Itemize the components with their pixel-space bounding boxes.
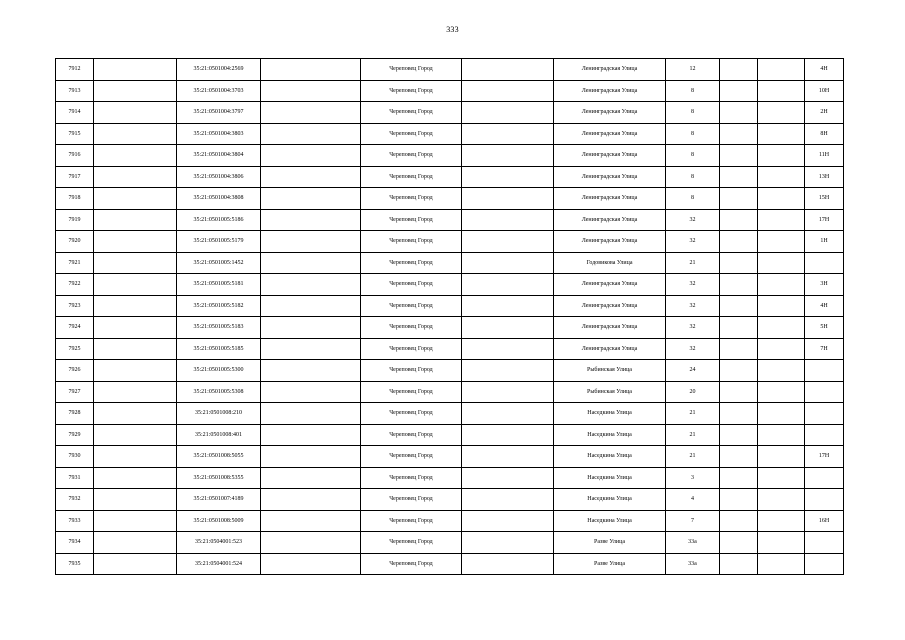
record-number-cell: 7925: [56, 338, 94, 360]
blank-cell-e: [758, 532, 805, 554]
table-row: [56, 510, 844, 532]
blank-cell-a: [94, 252, 177, 274]
cadastral-number-cell: 35:21:0501005:5181: [177, 274, 261, 296]
house-number-cell: 32: [666, 338, 720, 360]
blank-cell-e: [758, 123, 805, 145]
blank-cell-e: [758, 80, 805, 102]
blank-cell-e: [758, 467, 805, 489]
premises-number-cell: 17Н: [805, 209, 844, 231]
blank-cell-e: [758, 59, 805, 81]
blank-cell-e: [758, 252, 805, 274]
table-row: [56, 252, 844, 274]
blank-cell-c: [462, 489, 554, 511]
blank-cell-a: [94, 274, 177, 296]
blank-cell-b: [261, 145, 361, 167]
premises-number-cell: [805, 360, 844, 382]
page-number: 333: [446, 25, 459, 34]
street-cell: Ленинградская Улица: [554, 274, 666, 296]
blank-cell-d: [720, 338, 758, 360]
blank-cell-e: [758, 317, 805, 339]
premises-number-cell: 1Н: [805, 231, 844, 253]
table-row: [56, 102, 844, 124]
table-row: [56, 123, 844, 145]
blank-cell-c: [462, 317, 554, 339]
premises-number-cell: [805, 403, 844, 425]
house-number-cell: 8: [666, 123, 720, 145]
cadastral-number-cell: 35:21:0501008:5355: [177, 467, 261, 489]
house-number-cell: 33а: [666, 553, 720, 575]
blank-cell-b: [261, 274, 361, 296]
record-number-cell: 7924: [56, 317, 94, 339]
house-number-cell: 21: [666, 252, 720, 274]
blank-cell-a: [94, 295, 177, 317]
blank-cell-b: [261, 510, 361, 532]
blank-cell-b: [261, 381, 361, 403]
cadastral-number-cell: 35:21:0501004:2569: [177, 59, 261, 81]
table-row: [56, 274, 844, 296]
blank-cell-b: [261, 209, 361, 231]
blank-cell-c: [462, 510, 554, 532]
blank-cell-e: [758, 145, 805, 167]
cadastral-number-cell: 35:21:0501008:5009: [177, 510, 261, 532]
blank-cell-d: [720, 188, 758, 210]
premises-number-cell: [805, 553, 844, 575]
blank-cell-d: [720, 59, 758, 81]
house-number-cell: 32: [666, 295, 720, 317]
blank-cell-a: [94, 188, 177, 210]
city-cell: Череповец Город: [361, 59, 462, 81]
city-cell: Череповец Город: [361, 424, 462, 446]
blank-cell-a: [94, 231, 177, 253]
blank-cell-d: [720, 123, 758, 145]
cadastral-number-cell: 35:21:0501004:3806: [177, 166, 261, 188]
blank-cell-d: [720, 209, 758, 231]
record-number-cell: 7914: [56, 102, 94, 124]
cadastral-number-cell: 35:21:0501005:5182: [177, 295, 261, 317]
city-cell: Череповец Город: [361, 510, 462, 532]
record-number-cell: 7916: [56, 145, 94, 167]
blank-cell-a: [94, 317, 177, 339]
cadastral-number-cell: 35:21:0501007:4189: [177, 489, 261, 511]
blank-cell-a: [94, 360, 177, 382]
city-cell: Череповец Город: [361, 489, 462, 511]
blank-cell-e: [758, 166, 805, 188]
city-cell: Череповец Город: [361, 102, 462, 124]
blank-cell-a: [94, 446, 177, 468]
street-cell: Рыбинская Улица: [554, 381, 666, 403]
blank-cell-b: [261, 188, 361, 210]
city-cell: Череповец Город: [361, 295, 462, 317]
premises-number-cell: 4Н: [805, 295, 844, 317]
blank-cell-c: [462, 295, 554, 317]
premises-number-cell: [805, 467, 844, 489]
blank-cell-c: [462, 381, 554, 403]
house-number-cell: 24: [666, 360, 720, 382]
blank-cell-c: [462, 209, 554, 231]
premises-number-cell: 7Н: [805, 338, 844, 360]
street-cell: Наседкина Улица: [554, 403, 666, 425]
cadastral-number-cell: 35:21:0501004:3808: [177, 188, 261, 210]
street-cell: Ленинградская Улица: [554, 123, 666, 145]
table-row: [56, 446, 844, 468]
blank-cell-d: [720, 532, 758, 554]
blank-cell-a: [94, 209, 177, 231]
blank-cell-a: [94, 166, 177, 188]
blank-cell-d: [720, 403, 758, 425]
house-number-cell: 8: [666, 102, 720, 124]
street-cell: Ленинградская Улица: [554, 317, 666, 339]
city-cell: Череповец Город: [361, 274, 462, 296]
city-cell: Череповец Город: [361, 360, 462, 382]
premises-number-cell: 17Н: [805, 446, 844, 468]
blank-cell-a: [94, 80, 177, 102]
cadastral-number-cell: 35:21:0501005:5179: [177, 231, 261, 253]
city-cell: Череповец Город: [361, 252, 462, 274]
city-cell: Череповец Город: [361, 553, 462, 575]
blank-cell-d: [720, 510, 758, 532]
premises-number-cell: 5Н: [805, 317, 844, 339]
house-number-cell: 3: [666, 467, 720, 489]
record-number-cell: 7931: [56, 467, 94, 489]
street-cell: Ленинградская Улица: [554, 80, 666, 102]
street-cell: Наседкина Улица: [554, 489, 666, 511]
blank-cell-c: [462, 80, 554, 102]
blank-cell-c: [462, 467, 554, 489]
street-cell: Годовикова Улица: [554, 252, 666, 274]
blank-cell-a: [94, 489, 177, 511]
blank-cell-d: [720, 424, 758, 446]
city-cell: Череповец Город: [361, 381, 462, 403]
city-cell: Череповец Город: [361, 317, 462, 339]
blank-cell-a: [94, 381, 177, 403]
street-cell: Ленинградская Улица: [554, 188, 666, 210]
cadastral-number-cell: 35:21:0501005:1452: [177, 252, 261, 274]
house-number-cell: 21: [666, 424, 720, 446]
blank-cell-d: [720, 274, 758, 296]
record-number-cell: 7933: [56, 510, 94, 532]
premises-number-cell: 16Н: [805, 510, 844, 532]
street-cell: Ленинградская Улица: [554, 231, 666, 253]
blank-cell-c: [462, 59, 554, 81]
blank-cell-e: [758, 424, 805, 446]
table-row: [56, 188, 844, 210]
house-number-cell: 32: [666, 231, 720, 253]
blank-cell-e: [758, 446, 805, 468]
street-cell: Ленинградская Улица: [554, 102, 666, 124]
blank-cell-c: [462, 252, 554, 274]
table-row: [56, 166, 844, 188]
table-row: [56, 231, 844, 253]
blank-cell-e: [758, 188, 805, 210]
blank-cell-c: [462, 123, 554, 145]
blank-cell-b: [261, 295, 361, 317]
house-number-cell: 8: [666, 80, 720, 102]
premises-number-cell: 11Н: [805, 145, 844, 167]
premises-number-cell: 13Н: [805, 166, 844, 188]
table-row: [56, 553, 844, 575]
blank-cell-c: [462, 403, 554, 425]
blank-cell-b: [261, 532, 361, 554]
city-cell: Череповец Город: [361, 338, 462, 360]
blank-cell-e: [758, 295, 805, 317]
street-cell: Наседкина Улица: [554, 424, 666, 446]
blank-cell-a: [94, 424, 177, 446]
street-cell: Наседкина Улица: [554, 510, 666, 532]
premises-number-cell: [805, 424, 844, 446]
blank-cell-e: [758, 338, 805, 360]
blank-cell-a: [94, 123, 177, 145]
record-number-cell: 7930: [56, 446, 94, 468]
street-cell: Рыбинская Улица: [554, 360, 666, 382]
record-number-cell: 7923: [56, 295, 94, 317]
blank-cell-d: [720, 317, 758, 339]
premises-number-cell: 8Н: [805, 123, 844, 145]
table-row: [56, 80, 844, 102]
blank-cell-e: [758, 489, 805, 511]
blank-cell-c: [462, 231, 554, 253]
house-number-cell: 20: [666, 381, 720, 403]
blank-cell-b: [261, 80, 361, 102]
street-cell: Наседкина Улица: [554, 467, 666, 489]
blank-cell-e: [758, 553, 805, 575]
blank-cell-b: [261, 424, 361, 446]
record-number-cell: 7932: [56, 489, 94, 511]
blank-cell-c: [462, 166, 554, 188]
blank-cell-c: [462, 424, 554, 446]
house-number-cell: 32: [666, 317, 720, 339]
cadastral-number-cell: 35:21:0501005:5308: [177, 381, 261, 403]
city-cell: Череповец Город: [361, 209, 462, 231]
blank-cell-a: [94, 467, 177, 489]
blank-cell-b: [261, 360, 361, 382]
blank-cell-c: [462, 188, 554, 210]
blank-cell-b: [261, 403, 361, 425]
premises-number-cell: [805, 381, 844, 403]
blank-cell-b: [261, 102, 361, 124]
premises-number-cell: 4Н: [805, 59, 844, 81]
blank-cell-a: [94, 553, 177, 575]
blank-cell-b: [261, 59, 361, 81]
blank-cell-a: [94, 338, 177, 360]
blank-cell-e: [758, 102, 805, 124]
street-cell: Наседкина Улица: [554, 446, 666, 468]
blank-cell-d: [720, 295, 758, 317]
blank-cell-a: [94, 145, 177, 167]
table-row: [56, 145, 844, 167]
city-cell: Череповец Город: [361, 145, 462, 167]
record-number-cell: 7917: [56, 166, 94, 188]
street-cell: Ленинградская Улица: [554, 166, 666, 188]
registry-table: [55, 58, 844, 575]
cadastral-number-cell: 35:21:0501005:5185: [177, 338, 261, 360]
blank-cell-e: [758, 274, 805, 296]
cadastral-number-cell: 35:21:0501005:5183: [177, 317, 261, 339]
blank-cell-c: [462, 553, 554, 575]
record-number-cell: 7928: [56, 403, 94, 425]
house-number-cell: 32: [666, 274, 720, 296]
cadastral-number-cell: 35:21:0504001:524: [177, 553, 261, 575]
table-row: [56, 403, 844, 425]
street-cell: Ленинградская Улица: [554, 59, 666, 81]
blank-cell-b: [261, 231, 361, 253]
blank-cell-d: [720, 489, 758, 511]
blank-cell-a: [94, 510, 177, 532]
cadastral-number-cell: 35:21:0501004:3804: [177, 145, 261, 167]
cadastral-number-cell: 35:21:0501008:210: [177, 403, 261, 425]
blank-cell-e: [758, 510, 805, 532]
street-cell: Разве Улица: [554, 532, 666, 554]
record-number-cell: 7929: [56, 424, 94, 446]
record-number-cell: 7919: [56, 209, 94, 231]
record-number-cell: 7912: [56, 59, 94, 81]
blank-cell-c: [462, 145, 554, 167]
house-number-cell: 21: [666, 446, 720, 468]
blank-cell-d: [720, 446, 758, 468]
table-row: [56, 209, 844, 231]
house-number-cell: 21: [666, 403, 720, 425]
city-cell: Череповец Город: [361, 446, 462, 468]
street-cell: Ленинградская Улица: [554, 209, 666, 231]
blank-cell-d: [720, 467, 758, 489]
blank-cell-e: [758, 209, 805, 231]
city-cell: Череповец Город: [361, 532, 462, 554]
premises-number-cell: 15Н: [805, 188, 844, 210]
record-number-cell: 7918: [56, 188, 94, 210]
blank-cell-b: [261, 317, 361, 339]
blank-cell-e: [758, 231, 805, 253]
table-row: [56, 338, 844, 360]
house-number-cell: 32: [666, 209, 720, 231]
premises-number-cell: [805, 489, 844, 511]
street-cell: Ленинградская Улица: [554, 145, 666, 167]
blank-cell-d: [720, 166, 758, 188]
blank-cell-d: [720, 80, 758, 102]
blank-cell-d: [720, 231, 758, 253]
table-row: [56, 532, 844, 554]
city-cell: Череповец Город: [361, 467, 462, 489]
blank-cell-e: [758, 360, 805, 382]
cadastral-number-cell: 35:21:0501005:5300: [177, 360, 261, 382]
record-number-cell: 7921: [56, 252, 94, 274]
blank-cell-c: [462, 360, 554, 382]
blank-cell-b: [261, 467, 361, 489]
city-cell: Череповец Город: [361, 80, 462, 102]
premises-number-cell: [805, 252, 844, 274]
record-number-cell: 7927: [56, 381, 94, 403]
street-cell: Ленинградская Улица: [554, 338, 666, 360]
blank-cell-c: [462, 102, 554, 124]
house-number-cell: 7: [666, 510, 720, 532]
street-cell: Разве Улица: [554, 553, 666, 575]
table-row: [56, 381, 844, 403]
blank-cell-b: [261, 553, 361, 575]
blank-cell-b: [261, 166, 361, 188]
cadastral-number-cell: 35:21:0501005:5186: [177, 209, 261, 231]
cadastral-number-cell: 35:21:0501004:3803: [177, 123, 261, 145]
blank-cell-b: [261, 338, 361, 360]
table-row: [56, 59, 844, 81]
house-number-cell: 33а: [666, 532, 720, 554]
record-number-cell: 7920: [56, 231, 94, 253]
premises-number-cell: 3Н: [805, 274, 844, 296]
city-cell: Череповец Город: [361, 123, 462, 145]
blank-cell-d: [720, 102, 758, 124]
blank-cell-b: [261, 123, 361, 145]
blank-cell-c: [462, 338, 554, 360]
blank-cell-a: [94, 59, 177, 81]
blank-cell-a: [94, 403, 177, 425]
table-row: [56, 489, 844, 511]
cadastral-number-cell: 35:21:0501008:401: [177, 424, 261, 446]
cadastral-number-cell: 35:21:0501008:5055: [177, 446, 261, 468]
premises-number-cell: 2Н: [805, 102, 844, 124]
city-cell: Череповец Город: [361, 403, 462, 425]
blank-cell-d: [720, 252, 758, 274]
blank-cell-d: [720, 381, 758, 403]
record-number-cell: 7915: [56, 123, 94, 145]
blank-cell-a: [94, 532, 177, 554]
blank-cell-d: [720, 145, 758, 167]
blank-cell-d: [720, 360, 758, 382]
table-row: [56, 317, 844, 339]
house-number-cell: 8: [666, 145, 720, 167]
city-cell: Череповец Город: [361, 188, 462, 210]
record-number-cell: 7922: [56, 274, 94, 296]
registry-table-body: [56, 59, 844, 575]
street-cell: Ленинградская Улица: [554, 295, 666, 317]
record-number-cell: 7926: [56, 360, 94, 382]
blank-cell-a: [94, 102, 177, 124]
city-cell: Череповец Город: [361, 166, 462, 188]
blank-cell-e: [758, 403, 805, 425]
blank-cell-c: [462, 446, 554, 468]
blank-cell-b: [261, 489, 361, 511]
house-number-cell: 8: [666, 166, 720, 188]
table-row: [56, 467, 844, 489]
city-cell: Череповец Город: [361, 231, 462, 253]
premises-number-cell: [805, 532, 844, 554]
blank-cell-d: [720, 553, 758, 575]
blank-cell-b: [261, 446, 361, 468]
blank-cell-e: [758, 381, 805, 403]
table-row: [56, 424, 844, 446]
record-number-cell: 7913: [56, 80, 94, 102]
cadastral-number-cell: 35:21:0501004:3703: [177, 80, 261, 102]
premises-number-cell: 10Н: [805, 80, 844, 102]
house-number-cell: 12: [666, 59, 720, 81]
blank-cell-c: [462, 532, 554, 554]
house-number-cell: 4: [666, 489, 720, 511]
house-number-cell: 8: [666, 188, 720, 210]
table-row: [56, 295, 844, 317]
record-number-cell: 7935: [56, 553, 94, 575]
table-row: [56, 360, 844, 382]
blank-cell-b: [261, 252, 361, 274]
cadastral-number-cell: 35:21:0504001:523: [177, 532, 261, 554]
blank-cell-c: [462, 274, 554, 296]
cadastral-number-cell: 35:21:0501004:3797: [177, 102, 261, 124]
record-number-cell: 7934: [56, 532, 94, 554]
